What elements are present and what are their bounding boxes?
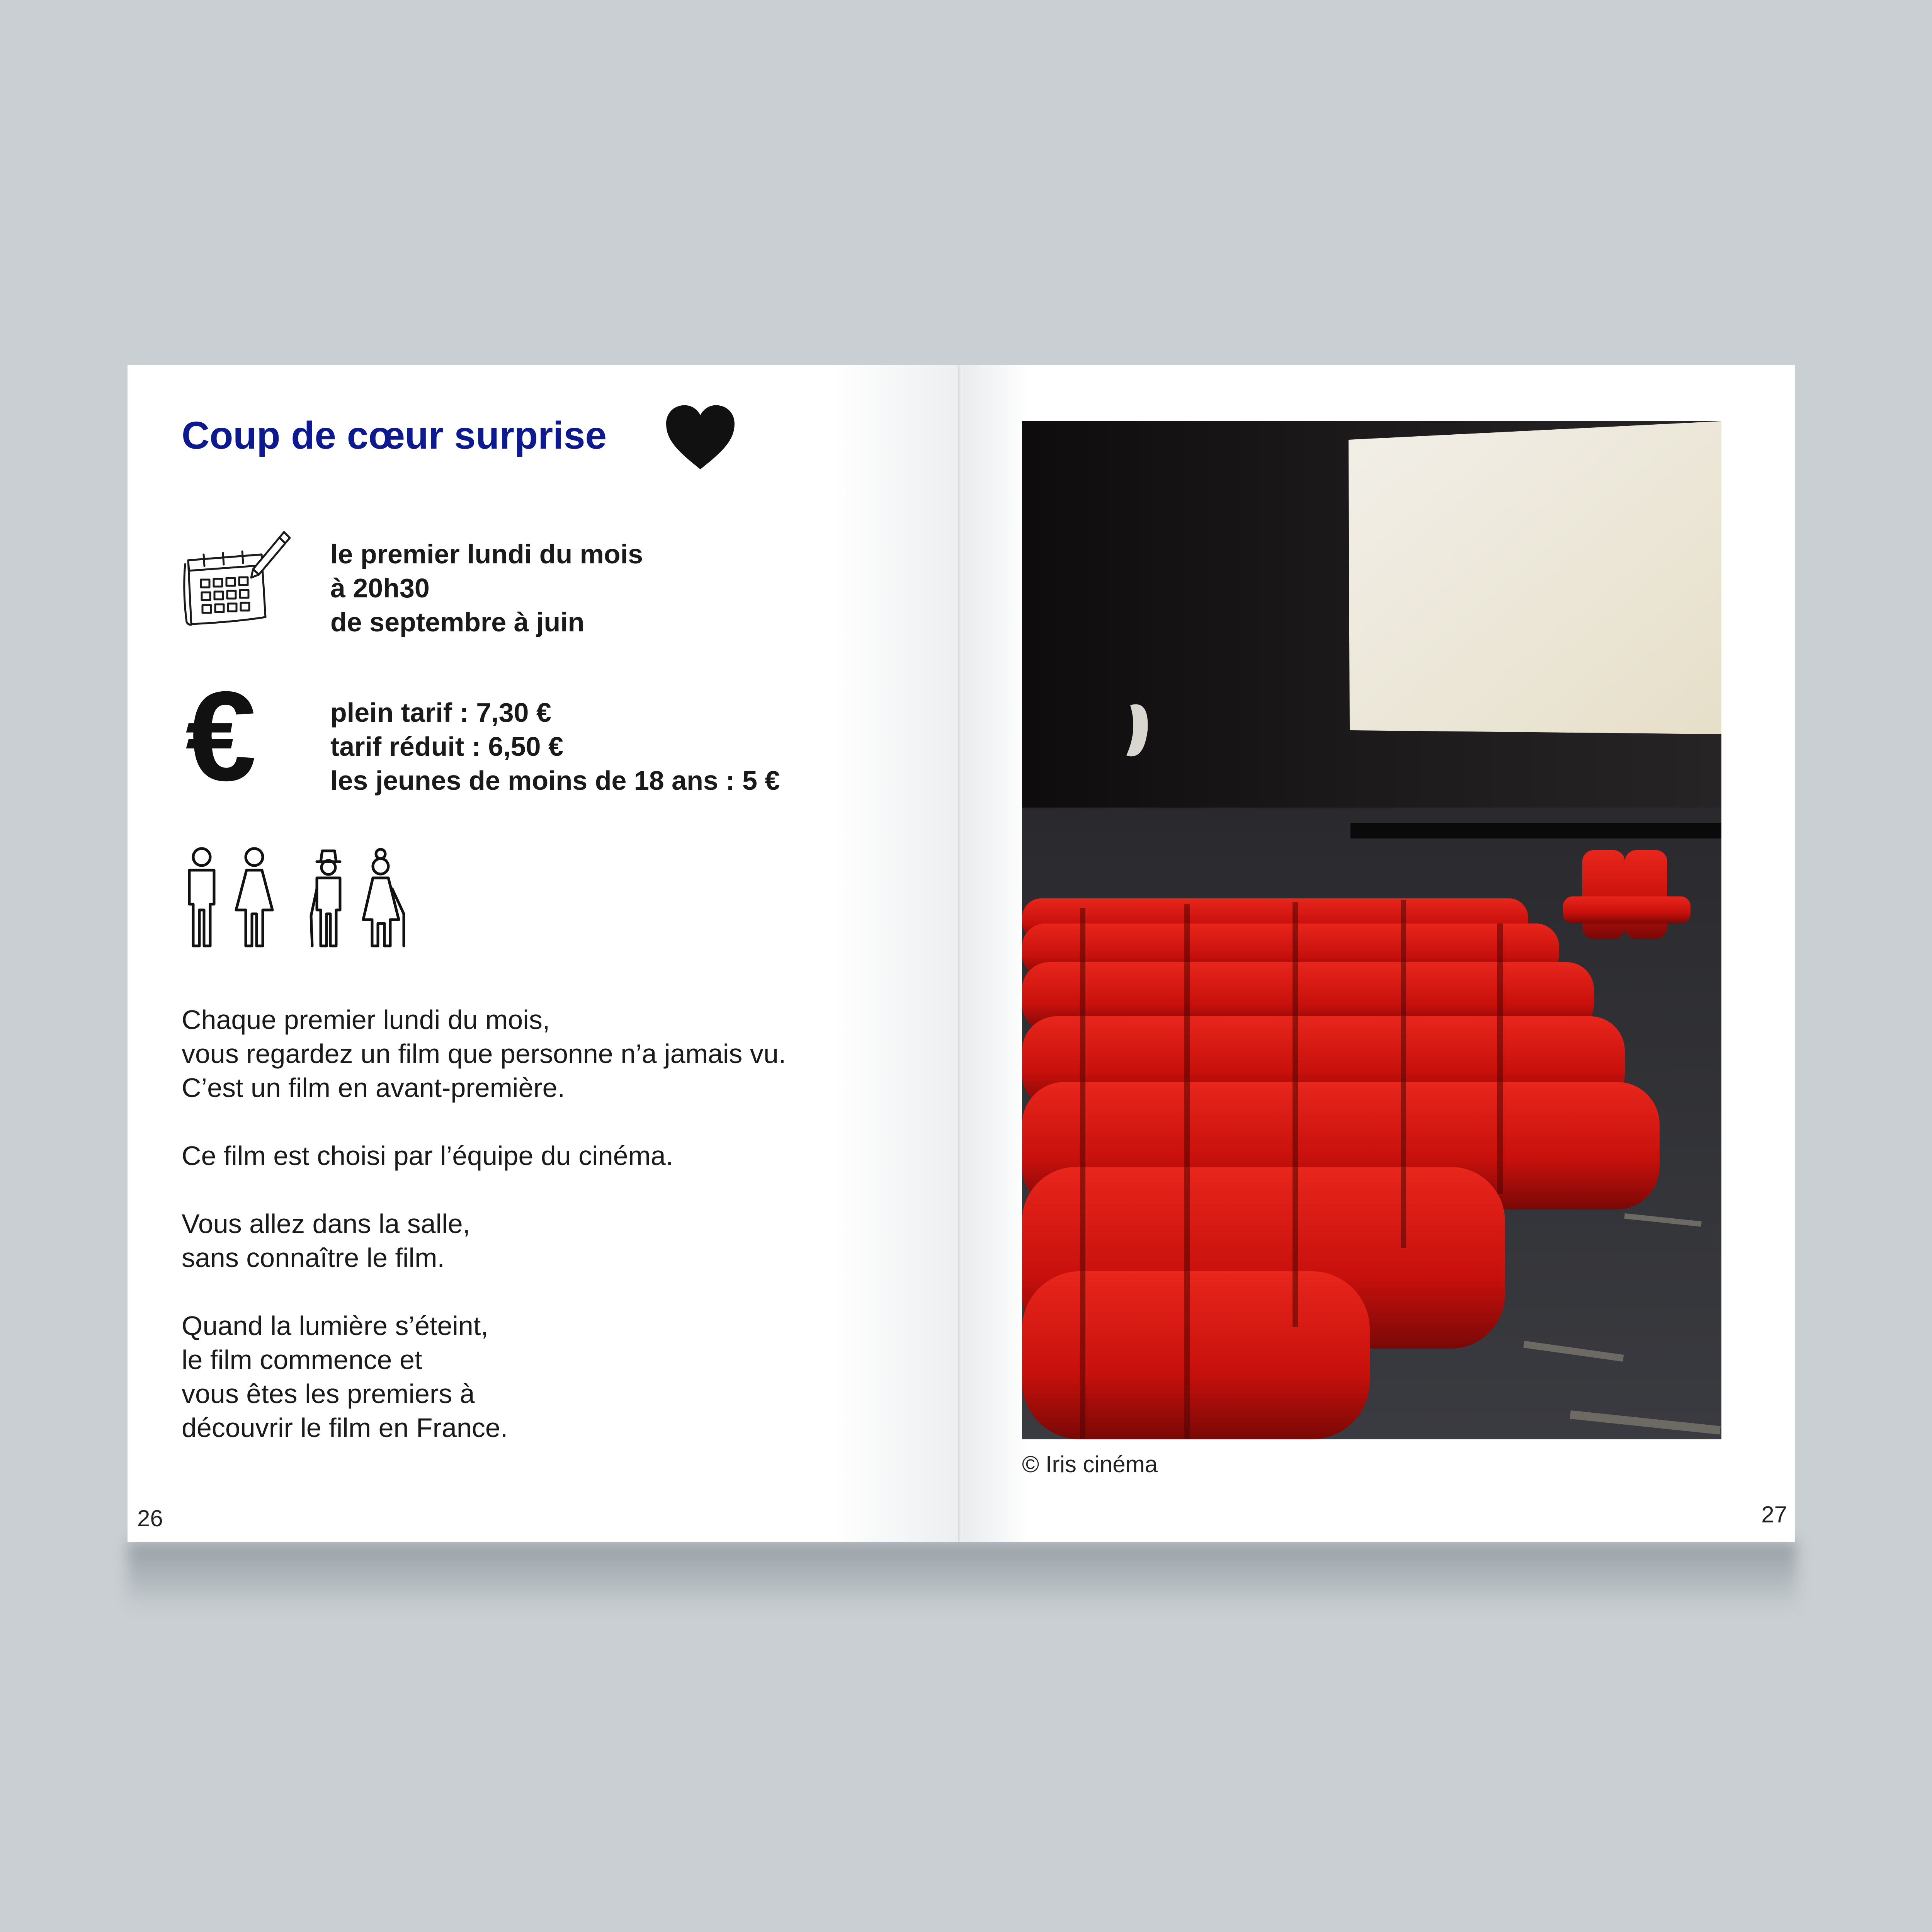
paragraph: [182, 1309, 786, 1445]
schedule-line: le premier lundi du mois: [330, 539, 643, 569]
schedule-line: de septembre à juin: [330, 607, 585, 637]
description: [182, 1003, 786, 1445]
paragraph: [182, 1139, 786, 1173]
cinema-hall-red-seats-photo: [1022, 421, 1721, 1439]
page-title: Coup de cœur surprise: [182, 414, 607, 457]
schedule-line: à 20h30: [330, 573, 430, 603]
text-line: Vous allez dans la salle,: [182, 1209, 471, 1239]
text-line: le film commence et: [182, 1345, 422, 1375]
euro-icon: €: [185, 665, 257, 807]
text-line: C’est un film en avant-première.: [182, 1073, 565, 1103]
page-number: 27: [1761, 1502, 1787, 1527]
price-line: tarif réduit : 6,50 €: [330, 731, 563, 762]
page-number: 26: [137, 1505, 163, 1531]
left-page: [128, 365, 958, 1542]
photo-credit: © Iris cinéma: [1022, 1451, 1158, 1477]
text-line: Quand la lumière s’éteint,: [182, 1311, 488, 1341]
price-line: les jeunes de moins de 18 ans : 5 €: [330, 765, 780, 796]
paragraph: [182, 1207, 786, 1275]
right-page: [962, 365, 1795, 1542]
heart-icon: [665, 404, 736, 471]
text-line: Ce film est choisi par l’équipe du cinéma.: [182, 1141, 673, 1171]
text-line: Chaque premier lundi du mois,: [182, 1005, 550, 1035]
photo-illustration: [1022, 421, 1721, 1439]
text-line: vous regardez un film que personne n’a jamais vu.: [182, 1039, 786, 1069]
schedule-info: [330, 537, 643, 639]
price-info: [330, 696, 780, 798]
spread-shadow: [128, 1542, 1797, 1611]
book-gutter: [958, 365, 962, 1542]
text-line: vous êtes les premiers à: [182, 1379, 475, 1409]
people-icon: [182, 846, 421, 949]
text-line: découvrir le film en France.: [182, 1413, 508, 1443]
calendar-pencil-icon: [180, 527, 292, 628]
price-line: plein tarif : 7,30 €: [330, 697, 551, 728]
text-line: sans connaître le film.: [182, 1243, 445, 1273]
paragraph: [182, 1003, 786, 1105]
